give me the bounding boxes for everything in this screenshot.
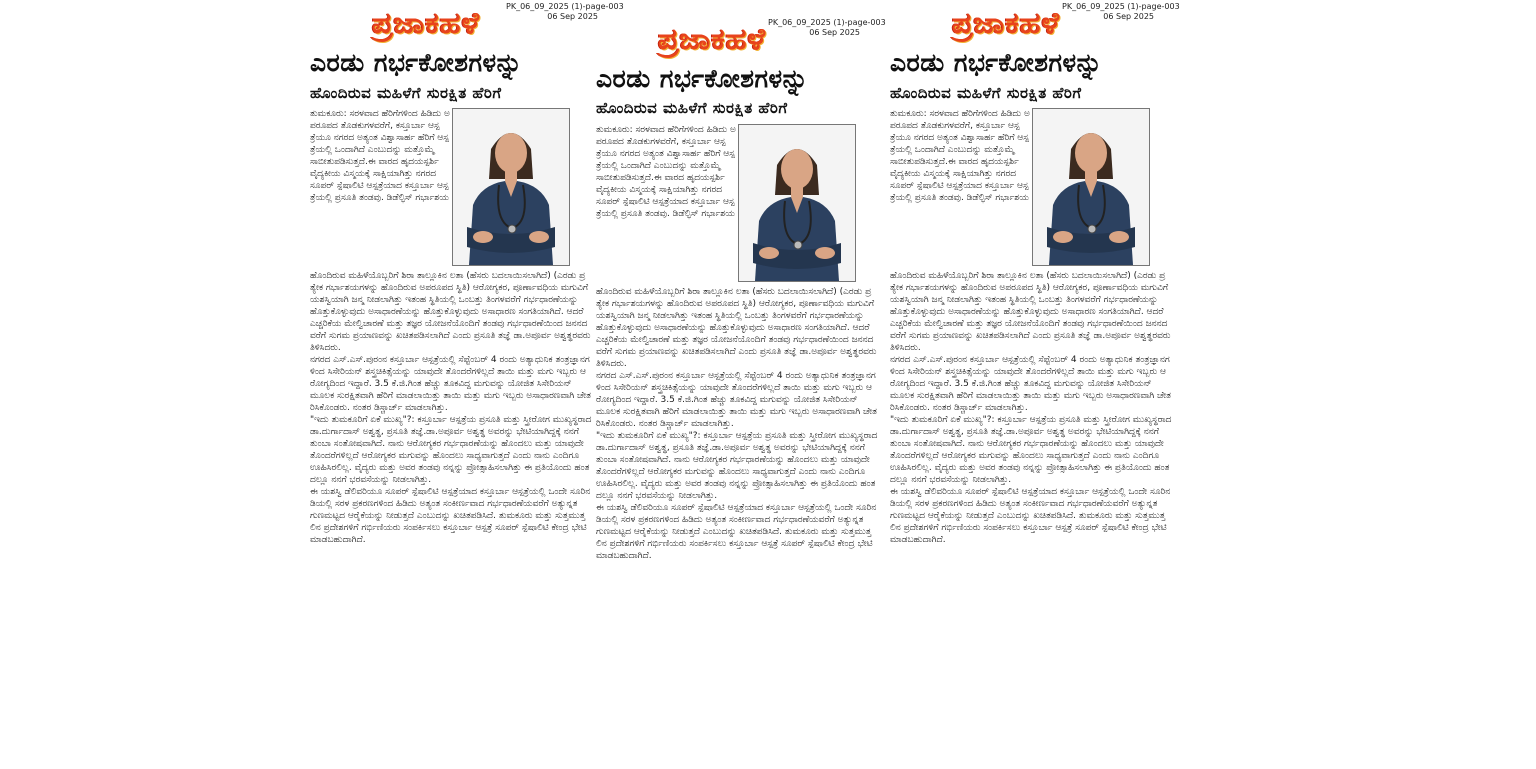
issue-date: 06 Sep 2025: [547, 12, 598, 21]
doctor-portrait-icon: [1033, 109, 1149, 265]
article-intro: ತುಮಕೂರು: ಸರಳವಾದ ಹೆರಿಗೆಗಳಿಂದ ಹಿಡಿದು ಅಪರೂಪದ ತೊಡಕುಗಳವರೆಗೆ, ಕಸ್ತೂರ್ಬಾ ಆಸ್ಪತ್ರೆಯೂ ನಗರದ ಅತ್ಯಂತ ವಿಶ್ವಾಸಾರ್ಹ ಹೆರಿಗೆ ಆಸ್ಪತ್ರೆಯಲ್ಲಿ ಒಂದಾಗಿದೆ ಎಂಬುದನ್ನು ಮತ್ತೊಮ್ಮೆ ಸಾಬೀತುಪಡಿಸುತ್ತದೆ.ಈ ವಾರದ ಹೃದಯಸ್ಪರ್ಶಿ ವೈದ್ಯಕೀಯ ವಿಸ್ಮಯಕ್ಕೆ ಸಾಕ್ಷಿಯಾಗಿತ್ತು ನಗರದ ಸೂಪರ್ ಸ್ಪೆಷಾಲಿಟಿ ಆಸ್ಪತ್ರೆಯಾದ ಕಸ್ತೂರ್ಬಾ ಆಸ್ಪತ್ರೆಯಲ್ಲಿ ಪ್ರಸೂತಿ ತಂಡವು. ಡಿಡೆಲ್ಫಿಸ್ ಗರ್ಭಾಶಯ: [310, 109, 450, 203]
doctor-portrait-icon: [739, 125, 855, 281]
file-label: PK_06_09_2025 (1)-page-003: [1062, 2, 1180, 11]
file-label: PK_06_09_2025 (1)-page-003: [768, 18, 886, 27]
subheadline: ಹೊಂದಿರುವ ಮಹಿಳೆಗೆ ಸುರಕ್ಷಿತ ಹೆರಿಗೆ: [596, 99, 788, 117]
newspaper-clipping-1: [306, 0, 624, 769]
subheadline: ಹೊಂದಿರುವ ಮಹಿಳೆಗೆ ಸುರಕ್ಷಿತ ಹೆರಿಗೆ: [310, 84, 502, 102]
article-body: [310, 270, 592, 546]
page-meta: [768, 18, 886, 38]
issue-date: 06 Sep 2025: [809, 28, 860, 37]
doctor-portrait-icon: [453, 109, 569, 265]
file-label: PK_06_09_2025 (1)-page-003: [506, 2, 624, 11]
doctor-photo: [1032, 108, 1150, 266]
article-intro: ತುಮಕೂರು: ಸರಳವಾದ ಹೆರಿಗೆಗಳಿಂದ ಹಿಡಿದು ಅಪರೂಪದ ತೊಡಕುಗಳವರೆಗೆ, ಕಸ್ತೂರ್ಬಾ ಆಸ್ಪತ್ರೆಯೂ ನಗರದ ಅತ್ಯಂತ ವಿಶ್ವಾಸಾರ್ಹ ಹೆರಿಗೆ ಆಸ್ಪತ್ರೆಯಲ್ಲಿ ಒಂದಾಗಿದೆ ಎಂಬುದನ್ನು ಮತ್ತೊಮ್ಮೆ ಸಾಬೀತುಪಡಿಸುತ್ತದೆ.ಈ ವಾರದ ಹೃದಯಸ್ಪರ್ಶಿ ವೈದ್ಯಕೀಯ ವಿಸ್ಮಯಕ್ಕೆ ಸಾಕ್ಷಿಯಾಗಿತ್ತು ನಗರದ ಸೂಪರ್ ಸ್ಪೆಷಾಲಿಟಿ ಆಸ್ಪತ್ರೆಯಾದ ಕಸ್ತೂರ್ಬಾ ಆಸ್ಪತ್ರೆಯಲ್ಲಿ ಪ್ರಸೂತಿ ತಂಡವು. ಡಿಡೆಲ್ಫಿಸ್ ಗರ್ಭಾಶಯ: [890, 109, 1030, 203]
subheadline: ಹೊಂದಿರುವ ಮಹಿಳೆಗೆ ಸುರಕ್ಷಿತ ಹೆರಿಗೆ: [890, 84, 1082, 102]
newspaper-clipping-2: [592, 0, 892, 769]
paragraph-2: ನಗರದ ಎಸ್.ಎಸ್.ಪುರಂನ ಕಸ್ತೂರ್ಬಾ ಆಸ್ಪತ್ರೆಯಲ್ಲಿ ಸೆಪ್ಟೆಂಬರ್ 4 ರಂದು ಅತ್ಯಾಧುನಿಕ ತಂತ್ರಜ್ಞಾನಗಳಿಂದ ಸಿಸೇರಿಯನ್ ಶಸ್ತ್ರಚಿಕಿತ್ಸೆಯನ್ನು ಯಾವುದೇ ತೊಂದರೆಗಳಿಲ್ಲದೆ ತಾಯಿ ಮತ್ತು ಮಗು ಇಬ್ಬರು ಆರೋಗ್ಯದಿಂದ ಇದ್ದಾರೆ. 3.5 ಕೆ.ಜಿ.ಗಿಂತ ಹೆಚ್ಚು ತೂಕವಿದ್ದ ಮಗುವನ್ನು ಯೋಜಿತ ಸಿಸೇರಿಯನ್ ಮೂಲಕ ಸುರಕ್ಷಿತವಾಗಿ ಹೆರಿಗೆ ಮಾಡಲಾಯಿತ್ತು ತಾಯಿ ಮತ್ತು ಮಗು ಇಬ್ಬರು ಅಸಾಧಾರಣವಾಗಿ ಚೇತರಿಸಿಕೊಂಡರು. ನಂತರ ಡಿಸ್ಚಾರ್ಜ್ ಮಾಡಲಾಗಿತ್ತು.: [310, 355, 591, 413]
paragraph-1: ಹೊಂದಿರುವ ಮಹಿಳೆಯೊಬ್ಬರಿಗೆ ಶಿರಾ ತಾಲ್ಲೂಕಿನ ಲತಾ (ಹೆಸರು ಬದಲಾಯಿಸಲಾಗಿದೆ) (ಎರಡು ಪ್ರತ್ಯೇಕ ಗರ್ಭಾಶಯಗಳನ್ನು ಹೊಂದಿರುವ ಅಪರೂಪದ ಸ್ಥಿತಿ) ಆರೋಗ್ಯಕರ, ಪೂರ್ಣಾವಧಿಯ ಮಗುವಿಗೆ ಯಶಸ್ವಿಯಾಗಿ ಜನ್ಮ ನೀಡಲಾಗಿತ್ತು ಇತಂಹ ಸ್ಥಿತಿಯಲ್ಲಿ ಒಂಬತ್ತು ತಿಂಗಳವರೆಗೆ ಗರ್ಭಧಾರಣೆಯನ್ನು ಹೊತ್ತುಕೊಳ್ಳುವುದು ಅಸಾಧಾರಣೆಯನ್ನು ಹೊತ್ತುಕೊಳ್ಳುವುದು ಅಸಾಧಾರಣ ಸಂಗತಿಯಾಗಿದೆ. ಆದರೆ ಎಚ್ಚರಿಕೆಯ ಮೇಲ್ವಿಚಾರಣೆ ಮತ್ತು ತಜ್ಞರ ಯೋಜನೆಯೊಂದಿಗೆ ತಂಡವು ಗರ್ಭಧಾರಣೆಯಿಂದ ಜನನದವರೆಗೆ ಸುಗಮ ಪ್ರಯಾಣವನ್ನು ಖಚಿತಪಡಿಸಲಾಗಿದೆ ಎಂದು ಪ್ರಸೂತಿ ತಜ್ಞೆ ಡಾ.ಅಪೂರ್ವ ಅಶ್ವತ್ಥರವರು ತಿಳಿಸಿದರು.: [310, 271, 591, 353]
masthead-logo: ಪ್ರಜಾಕಹಳೆ: [658, 22, 767, 57]
paragraph-3: "ಇದು ತುಮಕೂರಿಗೆ ಏಕೆ ಮುಖ್ಯ"?: ಕಸ್ತೂರ್ಬಾ ಆಸ್ಪತ್ರೆಯ ಪ್ರಸೂತಿ ಮತ್ತು ಸ್ತ್ರೀರೋಗ ಮುಖ್ಯಸ್ಥರಾದ ಡಾ.ದುರ್ಗಾದಾಸ್ ಅಶ್ವತ್ಥ, ಪ್ರಸೂತಿ ತಜ್ಞೆ.ಡಾ.ಅಪೂರ್ವ ಅಶ್ವತ್ಥ ಅವರನ್ನು ಭೇಟಿಯಾಗಿದ್ದಕ್ಕೆ ನನಗೆ ತುಂಬಾ ಸಂತೋಷವಾಗಿದೆ. ನಾನು ಆರೋಗ್ಯಕರ ಗರ್ಭಧಾರಣೆಯನ್ನು ಹೊಂದಲು ಮತ್ತು ಯಾವುದೇ ತೊಂದರೆಗಳಿಲ್ಲದೆ ಆರೋಗ್ಯಕರ ಮಗುವನ್ನು ಹೊಂದಲು ಸಾಧ್ಯವಾಗುತ್ತದೆ ಎಂದು ನಾನು ಎಂದಿಗೂ ಊಹಿಸಿರಲಿಲ್ಲ. ವೈದ್ಯರು ಮತ್ತು ಅವರ ತಂಡವು ನನ್ನನ್ನು ಪ್ರೋತ್ಸಾಹಿಸಲಾಗಿತ್ತು ಈ ಪ್ರತಿಯೊಂದು ಹಂತದಲ್ಲೂ ನನಗೆ ಭರವಸೆಯನ್ನು ನೀಡಲಾಗಿತ್ತು.: [890, 415, 1172, 485]
article-intro: ತುಮಕೂರು: ಸರಳವಾದ ಹೆರಿಗೆಗಳಿಂದ ಹಿಡಿದು ಅಪರೂಪದ ತೊಡಕುಗಳವರೆಗೆ, ಕಸ್ತೂರ್ಬಾ ಆಸ್ಪತ್ರೆಯೂ ನಗರದ ಅತ್ಯಂತ ವಿಶ್ವಾಸಾರ್ಹ ಹೆರಿಗೆ ಆಸ್ಪತ್ರೆಯಲ್ಲಿ ಒಂದಾಗಿದೆ ಎಂಬುದನ್ನು ಮತ್ತೊಮ್ಮೆ ಸಾಬೀತುಪಡಿಸುತ್ತದೆ.ಈ ವಾರದ ಹೃದಯಸ್ಪರ್ಶಿ ವೈದ್ಯಕೀಯ ವಿಸ್ಮಯಕ್ಕೆ ಸಾಕ್ಷಿಯಾಗಿತ್ತು ನಗರದ ಸೂಪರ್ ಸ್ಪೆಷಾಲಿಟಿ ಆಸ್ಪತ್ರೆಯಾದ ಕಸ್ತೂರ್ಬಾ ಆಸ್ಪತ್ರೆಯಲ್ಲಿ ಪ್ರಸೂತಿ ತಂಡವು. ಡಿಡೆಲ್ಫಿಸ್ ಗರ್ಭಾಶಯ: [596, 125, 736, 219]
paragraph-3: "ಇದು ತುಮಕೂರಿಗೆ ಏಕೆ ಮುಖ್ಯ"?: ಕಸ್ತೂರ್ಬಾ ಆಸ್ಪತ್ರೆಯ ಪ್ರಸೂತಿ ಮತ್ತು ಸ್ತ್ರೀರೋಗ ಮುಖ್ಯಸ್ಥರಾದ ಡಾ.ದುರ್ಗಾದಾಸ್ ಅಶ್ವತ್ಥ, ಪ್ರಸೂತಿ ತಜ್ಞೆ.ಡಾ.ಅಪೂರ್ವ ಅಶ್ವತ್ಥ ಅವರನ್ನು ಭೇಟಿಯಾಗಿದ್ದಕ್ಕೆ ನನಗೆ ತುಂಬಾ ಸಂತೋಷವಾಗಿದೆ. ನಾನು ಆರೋಗ್ಯಕರ ಗರ್ಭಧಾರಣೆಯನ್ನು ಹೊಂದಲು ಮತ್ತು ಯಾವುದೇ ತೊಂದರೆಗಳಿಲ್ಲದೆ ಆರೋಗ್ಯಕರ ಮಗುವನ್ನು ಹೊಂದಲು ಸಾಧ್ಯವಾಗುತ್ತದೆ ಎಂದು ನಾನು ಎಂದಿಗೂ ಊಹಿಸಿರಲಿಲ್ಲ. ವೈದ್ಯರು ಮತ್ತು ಅವರ ತಂಡವು ನನ್ನನ್ನು ಪ್ರೋತ್ಸಾಹಿಸಲಾಗಿತ್ತು ಈ ಪ್ರತಿಯೊಂದು ಹಂತದಲ್ಲೂ ನನಗೆ ಭರವಸೆಯನ್ನು ನೀಡಲಾಗಿತ್ತು.: [596, 431, 878, 501]
headline: ಎರಡು ಗರ್ಭಕೋಶಗಳನ್ನು: [596, 64, 809, 93]
newspaper-clipping-3: [886, 0, 1186, 769]
article-body: [596, 286, 878, 562]
article-body: [890, 270, 1172, 546]
paragraph-2: ನಗರದ ಎಸ್.ಎಸ್.ಪುರಂನ ಕಸ್ತೂರ್ಬಾ ಆಸ್ಪತ್ರೆಯಲ್ಲಿ ಸೆಪ್ಟೆಂಬರ್ 4 ರಂದು ಅತ್ಯಾಧುನಿಕ ತಂತ್ರಜ್ಞಾನಗಳಿಂದ ಸಿಸೇರಿಯನ್ ಶಸ್ತ್ರಚಿಕಿತ್ಸೆಯನ್ನು ಯಾವುದೇ ತೊಂದರೆಗಳಿಲ್ಲದೆ ತಾಯಿ ಮತ್ತು ಮಗು ಇಬ್ಬರು ಆರೋಗ್ಯದಿಂದ ಇದ್ದಾರೆ. 3.5 ಕೆ.ಜಿ.ಗಿಂತ ಹೆಚ್ಚು ತೂಕವಿದ್ದ ಮಗುವನ್ನು ಯೋಜಿತ ಸಿಸೇರಿಯನ್ ಮೂಲಕ ಸುರಕ್ಷಿತವಾಗಿ ಹೆರಿಗೆ ಮಾಡಲಾಯಿತ್ತು ತಾಯಿ ಮತ್ತು ಮಗು ಇಬ್ಬರು ಅಸಾಧಾರಣವಾಗಿ ಚೇತರಿಸಿಕೊಂಡರು. ನಂತರ ಡಿಸ್ಚಾರ್ಜ್ ಮಾಡಲಾಗಿತ್ತು.: [890, 355, 1171, 413]
page-meta: [1062, 2, 1180, 22]
paragraph-2: ನಗರದ ಎಸ್.ಎಸ್.ಪುರಂನ ಕಸ್ತೂರ್ಬಾ ಆಸ್ಪತ್ರೆಯಲ್ಲಿ ಸೆಪ್ಟೆಂಬರ್ 4 ರಂದು ಅತ್ಯಾಧುನಿಕ ತಂತ್ರಜ್ಞಾನಗಳಿಂದ ಸಿಸೇರಿಯನ್ ಶಸ್ತ್ರಚಿಕಿತ್ಸೆಯನ್ನು ಯಾವುದೇ ತೊಂದರೆಗಳಿಲ್ಲದೆ ತಾಯಿ ಮತ್ತು ಮಗು ಇಬ್ಬರು ಆರೋಗ್ಯದಿಂದ ಇದ್ದಾರೆ. 3.5 ಕೆ.ಜಿ.ಗಿಂತ ಹೆಚ್ಚು ತೂಕವಿದ್ದ ಮಗುವನ್ನು ಯೋಜಿತ ಸಿಸೇರಿಯನ್ ಮೂಲಕ ಸುರಕ್ಷಿತವಾಗಿ ಹೆರಿಗೆ ಮಾಡಲಾಯಿತ್ತು ತಾಯಿ ಮತ್ತು ಮಗು ಇಬ್ಬರು ಅಸಾಧಾರಣವಾಗಿ ಚೇತರಿಸಿಕೊಂಡರು. ನಂತರ ಡಿಸ್ಚಾರ್ಜ್ ಮಾಡಲಾಗಿತ್ತು.: [596, 371, 877, 429]
doctor-photo: [452, 108, 570, 266]
page-meta: [506, 2, 624, 22]
paragraph-3: "ಇದು ತುಮಕೂರಿಗೆ ಏಕೆ ಮುಖ್ಯ"?: ಕಸ್ತೂರ್ಬಾ ಆಸ್ಪತ್ರೆಯ ಪ್ರಸೂತಿ ಮತ್ತು ಸ್ತ್ರೀರೋಗ ಮುಖ್ಯಸ್ಥರಾದ ಡಾ.ದುರ್ಗಾದಾಸ್ ಅಶ್ವತ್ಥ, ಪ್ರಸೂತಿ ತಜ್ಞೆ.ಡಾ.ಅಪೂರ್ವ ಅಶ್ವತ್ಥ ಅವರನ್ನು ಭೇಟಿಯಾಗಿದ್ದಕ್ಕೆ ನನಗೆ ತುಂಬಾ ಸಂತೋಷವಾಗಿದೆ. ನಾನು ಆರೋಗ್ಯಕರ ಗರ್ಭಧಾರಣೆಯನ್ನು ಹೊಂದಲು ಮತ್ತು ಯಾವುದೇ ತೊಂದರೆಗಳಿಲ್ಲದೆ ಆರೋಗ್ಯಕರ ಮಗುವನ್ನು ಹೊಂದಲು ಸಾಧ್ಯವಾಗುತ್ತದೆ ಎಂದು ನಾನು ಎಂದಿಗೂ ಊಹಿಸಿರಲಿಲ್ಲ. ವೈದ್ಯರು ಮತ್ತು ಅವರ ತಂಡವು ನನ್ನನ್ನು ಪ್ರೋತ್ಸಾಹಿಸಲಾಗಿತ್ತು ಈ ಪ್ರತಿಯೊಂದು ಹಂತದಲ್ಲೂ ನನಗೆ ಭರವಸೆಯನ್ನು ನೀಡಲಾಗಿತ್ತು.: [310, 415, 592, 485]
headline: ಎರಡು ಗರ್ಭಕೋಶಗಳನ್ನು: [890, 48, 1103, 77]
headline: ಎರಡು ಗರ್ಭಕೋಶಗಳನ್ನು: [310, 48, 523, 77]
masthead-logo: ಪ್ರಜಾಕಹಳೆ: [372, 6, 481, 41]
issue-date: 06 Sep 2025: [1103, 12, 1154, 21]
paragraph-1: ಹೊಂದಿರುವ ಮಹಿಳೆಯೊಬ್ಬರಿಗೆ ಶಿರಾ ತಾಲ್ಲೂಕಿನ ಲತಾ (ಹೆಸರು ಬದಲಾಯಿಸಲಾಗಿದೆ) (ಎರಡು ಪ್ರತ್ಯೇಕ ಗರ್ಭಾಶಯಗಳನ್ನು ಹೊಂದಿರುವ ಅಪರೂಪದ ಸ್ಥಿತಿ) ಆರೋಗ್ಯಕರ, ಪೂರ್ಣಾವಧಿಯ ಮಗುವಿಗೆ ಯಶಸ್ವಿಯಾಗಿ ಜನ್ಮ ನೀಡಲಾಗಿತ್ತು ಇತಂಹ ಸ್ಥಿತಿಯಲ್ಲಿ ಒಂಬತ್ತು ತಿಂಗಳವರೆಗೆ ಗರ್ಭಧಾರಣೆಯನ್ನು ಹೊತ್ತುಕೊಳ್ಳುವುದು ಅಸಾಧಾರಣೆಯನ್ನು ಹೊತ್ತುಕೊಳ್ಳುವುದು ಅಸಾಧಾರಣ ಸಂಗತಿಯಾಗಿದೆ. ಆದರೆ ಎಚ್ಚರಿಕೆಯ ಮೇಲ್ವಿಚಾರಣೆ ಮತ್ತು ತಜ್ಞರ ಯೋಜನೆಯೊಂದಿಗೆ ತಂಡವು ಗರ್ಭಧಾರಣೆಯಿಂದ ಜನನದವರೆಗೆ ಸುಗಮ ಪ್ರಯಾಣವನ್ನು ಖಚಿತಪಡಿಸಲಾಗಿದೆ ಎಂದು ಪ್ರಸೂತಿ ತಜ್ಞೆ ಡಾ.ಅಪೂರ್ವ ಅಶ್ವತ್ಥರವರು ತಿಳಿಸಿದರು.: [890, 271, 1171, 353]
paragraph-4: ಈ ಯಶಸ್ವಿ ಡೆಲಿವರಿಯೂ ಸೂಪರ್ ಸ್ಪೆಷಾಲಿಟಿ ಆಸ್ಪತ್ರೆಯಾದ ಕಸ್ತೂರ್ಬಾ ಆಸ್ಪತ್ರೆಯಲ್ಲಿ ಒಂದೇ ಸೂರಿನಡಿಯಲ್ಲಿ ಸರಳ ಪ್ರಕರಣಗಳಿಂದ ಹಿಡಿದು ಅತ್ಯಂತ ಸಂಕೀರ್ಣವಾದ ಗರ್ಭಧಾರಣೆಯವರೆಗೆ ಅತ್ಯುನ್ನತ ಗುಣಮಟ್ಟದ ಆರೈಕೆಯನ್ನು ನೀಡುತ್ತದೆ ಎಂಬುದನ್ನು ಖಚಿತಪಡಿಸಿದೆ. ತುಮಕೂರು ಮತ್ತು ಸುತ್ತಮುತ್ತಲಿನ ಪ್ರದೇಶಗಳಿಗೆ ಗರ್ಭಿಣಿಯರು ಸಂಪರ್ಕಿಸಲು ಕಸ್ತೂರ್ಬಾ ಆಸ್ಪತ್ರೆ ಸೂಪರ್ ಸ್ಪೆಷಾಲಿಟಿ ಕೇಂದ್ರ ಭೇಟಿ ಮಾಡಬಹುದಾಗಿದೆ.: [890, 487, 1171, 545]
paragraph-4: ಈ ಯಶಸ್ವಿ ಡೆಲಿವರಿಯೂ ಸೂಪರ್ ಸ್ಪೆಷಾಲಿಟಿ ಆಸ್ಪತ್ರೆಯಾದ ಕಸ್ತೂರ್ಬಾ ಆಸ್ಪತ್ರೆಯಲ್ಲಿ ಒಂದೇ ಸೂರಿನಡಿಯಲ್ಲಿ ಸರಳ ಪ್ರಕರಣಗಳಿಂದ ಹಿಡಿದು ಅತ್ಯಂತ ಸಂಕೀರ್ಣವಾದ ಗರ್ಭಧಾರಣೆಯವರೆಗೆ ಅತ್ಯುನ್ನತ ಗುಣಮಟ್ಟದ ಆರೈಕೆಯನ್ನು ನೀಡುತ್ತದೆ ಎಂಬುದನ್ನು ಖಚಿತಪಡಿಸಿದೆ. ತುಮಕೂರು ಮತ್ತು ಸುತ್ತಮುತ್ತಲಿನ ಪ್ರದೇಶಗಳಿಗೆ ಗರ್ಭಿಣಿಯರು ಸಂಪರ್ಕಿಸಲು ಕಸ್ತೂರ್ಬಾ ಆಸ್ಪತ್ರೆ ಸೂಪರ್ ಸ್ಪೆಷಾಲಿಟಿ ಕೇಂದ್ರ ಭೇಟಿ ಮಾಡಬಹುದಾಗಿದೆ.: [596, 503, 877, 561]
paragraph-1: ಹೊಂದಿರುವ ಮಹಿಳೆಯೊಬ್ಬರಿಗೆ ಶಿರಾ ತಾಲ್ಲೂಕಿನ ಲತಾ (ಹೆಸರು ಬದಲಾಯಿಸಲಾಗಿದೆ) (ಎರಡು ಪ್ರತ್ಯೇಕ ಗರ್ಭಾಶಯಗಳನ್ನು ಹೊಂದಿರುವ ಅಪರೂಪದ ಸ್ಥಿತಿ) ಆರೋಗ್ಯಕರ, ಪೂರ್ಣಾವಧಿಯ ಮಗುವಿಗೆ ಯಶಸ್ವಿಯಾಗಿ ಜನ್ಮ ನೀಡಲಾಗಿತ್ತು ಇತಂಹ ಸ್ಥಿತಿಯಲ್ಲಿ ಒಂಬತ್ತು ತಿಂಗಳವರೆಗೆ ಗರ್ಭಧಾರಣೆಯನ್ನು ಹೊತ್ತುಕೊಳ್ಳುವುದು ಅಸಾಧಾರಣೆಯನ್ನು ಹೊತ್ತುಕೊಳ್ಳುವುದು ಅಸಾಧಾರಣ ಸಂಗತಿಯಾಗಿದೆ. ಆದರೆ ಎಚ್ಚರಿಕೆಯ ಮೇಲ್ವಿಚಾರಣೆ ಮತ್ತು ತಜ್ಞರ ಯೋಜನೆಯೊಂದಿಗೆ ತಂಡವು ಗರ್ಭಧಾರಣೆಯಿಂದ ಜನನದವರೆಗೆ ಸುಗಮ ಪ್ರಯಾಣವನ್ನು ಖಚಿತಪಡಿಸಲಾಗಿದೆ ಎಂದು ಪ್ರಸೂತಿ ತಜ್ಞೆ ಡಾ.ಅಪೂರ್ವ ಅಶ್ವತ್ಥರವರು ತಿಳಿಸಿದರು.: [596, 287, 877, 369]
masthead-logo: ಪ್ರಜಾಕಹಳೆ: [952, 6, 1061, 41]
doctor-photo: [738, 124, 856, 282]
paragraph-4: ಈ ಯಶಸ್ವಿ ಡೆಲಿವರಿಯೂ ಸೂಪರ್ ಸ್ಪೆಷಾಲಿಟಿ ಆಸ್ಪತ್ರೆಯಾದ ಕಸ್ತೂರ್ಬಾ ಆಸ್ಪತ್ರೆಯಲ್ಲಿ ಒಂದೇ ಸೂರಿನಡಿಯಲ್ಲಿ ಸರಳ ಪ್ರಕರಣಗಳಿಂದ ಹಿಡಿದು ಅತ್ಯಂತ ಸಂಕೀರ್ಣವಾದ ಗರ್ಭಧಾರಣೆಯವರೆಗೆ ಅತ್ಯುನ್ನತ ಗುಣಮಟ್ಟದ ಆರೈಕೆಯನ್ನು ನೀಡುತ್ತದೆ ಎಂಬುದನ್ನು ಖಚಿತಪಡಿಸಿದೆ. ತುಮಕೂರು ಮತ್ತು ಸುತ್ತಮುತ್ತಲಿನ ಪ್ರದೇಶಗಳಿಗೆ ಗರ್ಭಿಣಿಯರು ಸಂಪರ್ಕಿಸಲು ಕಸ್ತೂರ್ಬಾ ಆಸ್ಪತ್ರೆ ಸೂಪರ್ ಸ್ಪೆಷಾಲಿಟಿ ಕೇಂದ್ರ ಭೇಟಿ ಮಾಡಬಹುದಾಗಿದೆ.: [310, 487, 591, 545]
